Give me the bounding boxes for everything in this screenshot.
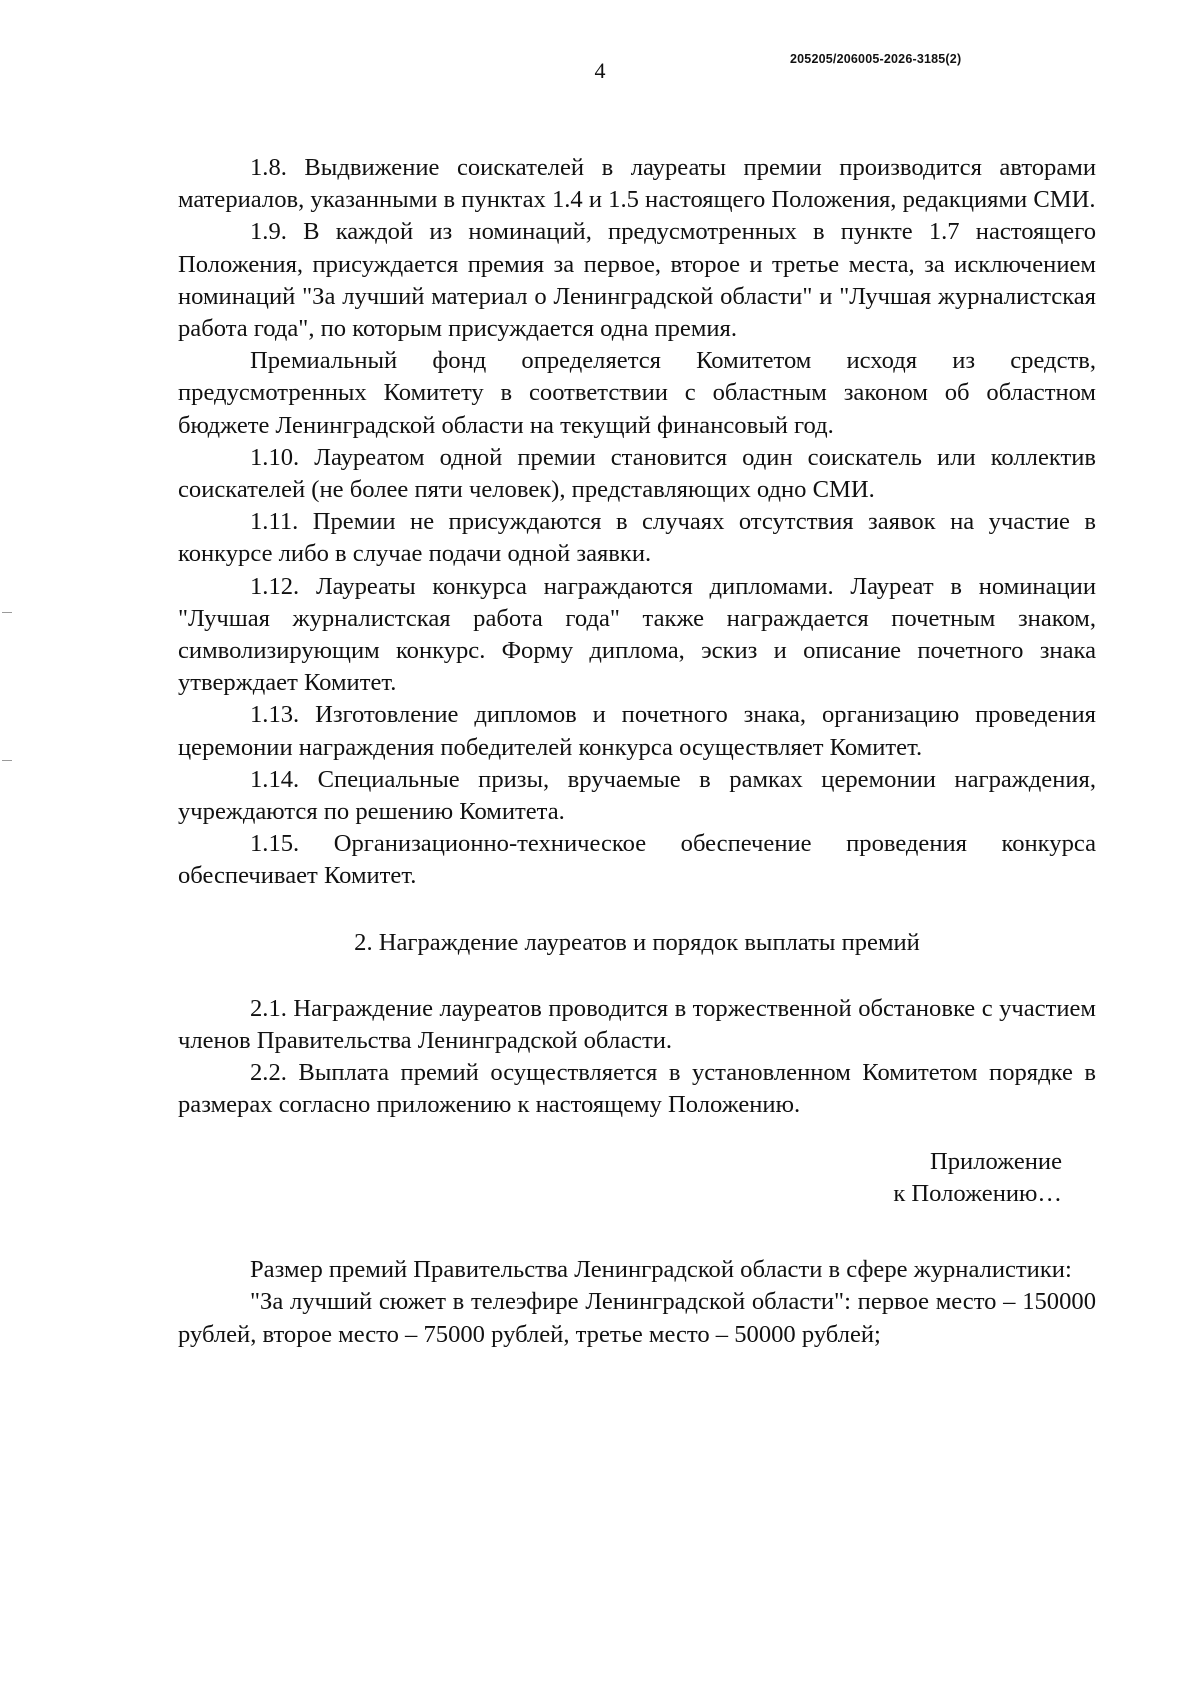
document-code: 205205/206005-2026-3185(2) [790,52,962,66]
section-2-title: 2. Награждение лауреатов и порядок выплаты премий [354,928,920,956]
paragraph-1-14: 1.14. Специальные призы, вручаемые в рамках церемонии награждения, учреждаются по решению Комитета. [178,765,1096,826]
paragraph-1-15: 1.15. Организационно-техническое обеспечение проведения конкурса обеспечивает Комитет. [178,830,1096,890]
paragraph-1-11: 1.11. Премии не присуждаются в случаях отсутствия заявок на участие в конкурсе либо в случае подачи одной заявки. [178,508,1096,568]
paragraph-2-1: 2.1. Награждение лауреатов проводится в торжественной обстановке с участием членов Правительства Ленинградской области. [178,994,1096,1055]
margin-mark [2,760,12,761]
paragraph-prize-fund: Премиальный фонд определяется Комитетом исходя из средств, предусмотренных Комитету в соответствии с областным законом об областном бюджете Ленинградской области на текущий финансовый год. [178,347,1096,439]
appendix-line-1: Приложение [930,1147,1062,1175]
appendix-item-1: "За лучший сюжет в телеэфире Ленинградской области": первое место – 150000 рублей, второе место – 75000 рублей, третье место – 50000 рублей; [178,1288,1096,1348]
paragraph-1-10: 1.10. Лауреатом одной премии становится один соискатель или коллектив соискателей (не более пяти человек), представляющих одно СМИ. [178,443,1096,504]
paragraph-1-8: 1.8. Выдвижение соискателей в лауреаты премии производится авторами материалов, указанными в пунктах 1.4 и 1.5 настоящего Положения, редакциями СМИ. [178,154,1096,214]
appendix-line-2: к Положению… [893,1179,1062,1207]
appendix-intro: Размер премий Правительства Ленинградской области в сфере журналистики: [250,1256,1072,1284]
paragraph-1-13: 1.13. Изготовление дипломов и почетного знака, организацию проведения церемонии награждения победителей конкурса осуществляет Комитет. [178,701,1096,761]
paragraph-1-12: 1.12. Лауреаты конкурса награждаются дипломами. Лауреат в номинации "Лучшая журналистская работа года" также награждается почетным знаком, символизирующим конкурс. Форму диплома, эскиз и описание почетного знака утверждает Комитет. [178,572,1096,697]
margin-mark [2,612,12,613]
document-body [178,152,1096,1351]
appendix-heading [178,1146,1062,1210]
page-number: 4 [594,58,606,83]
paragraph-1-9: 1.9. В каждой из номинаций, предусмотренных в пункте 1.7 настоящего Положения, присуждается премия за первое, второе и третье места, за исключением номинаций "За лучший материал о Ленинградской области" и "Лучшая журналистская работа года", по которым присуждается одна премия. [178,218,1096,343]
paragraph-2-2: 2.2. Выплата премий осуществляется в установленном Комитетом порядке в размерах согласно приложению к настоящему Положению. [178,1059,1096,1119]
